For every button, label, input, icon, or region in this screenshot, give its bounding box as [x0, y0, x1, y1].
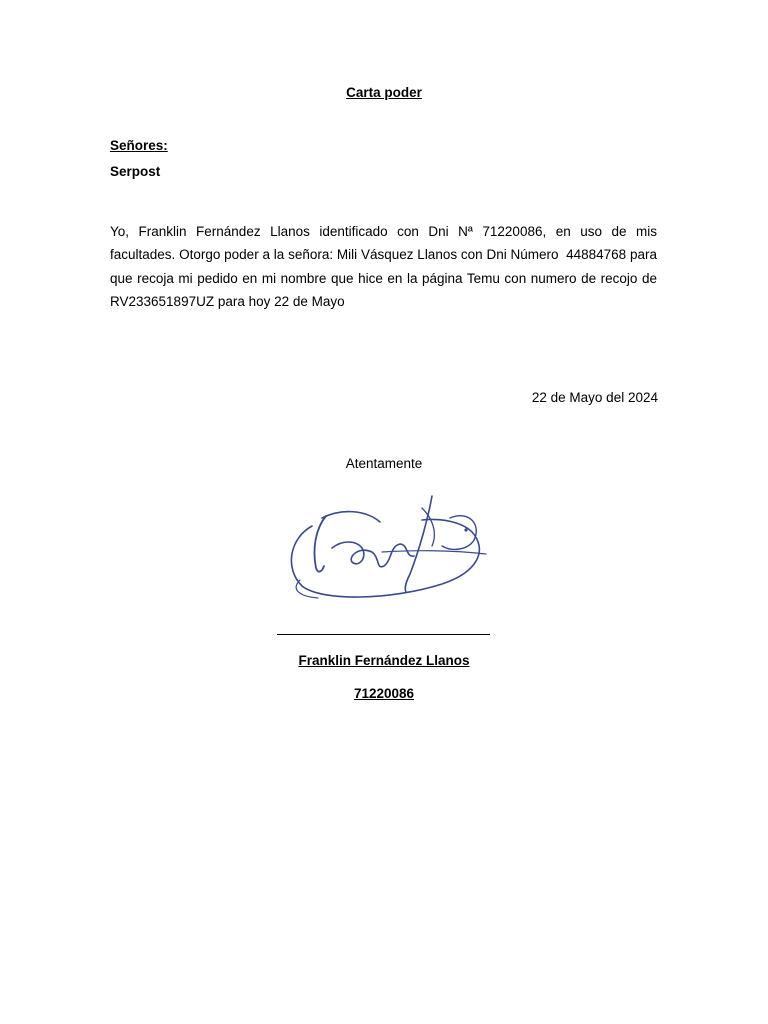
recipient-name: Serpost: [110, 164, 161, 179]
salutation: Señores:: [110, 138, 168, 153]
letter-body: Yo, Franklin Fernández Llanos identificado con Dni Nª 71220086, en uso de mis facultades. Otorgo poder a la señora: Mili Vásquez Llanos con Dni Número 44884768 para que recoja mi pedido en mi nombre que hice en la página Temu con numero de recojo de RV233651897UZ para hoy 22 de Mayo: [110, 224, 661, 309]
signature-line: [277, 634, 490, 635]
letter-date: 22 de Mayo del 2024: [531, 390, 658, 405]
signer-id-number: 71220086: [353, 686, 415, 701]
handwritten-signature: [282, 488, 494, 604]
signer-name: Franklin Fernández Llanos: [298, 653, 470, 668]
closing-phrase: Atentamente: [345, 456, 423, 471]
document-title: Carta poder: [346, 85, 422, 100]
